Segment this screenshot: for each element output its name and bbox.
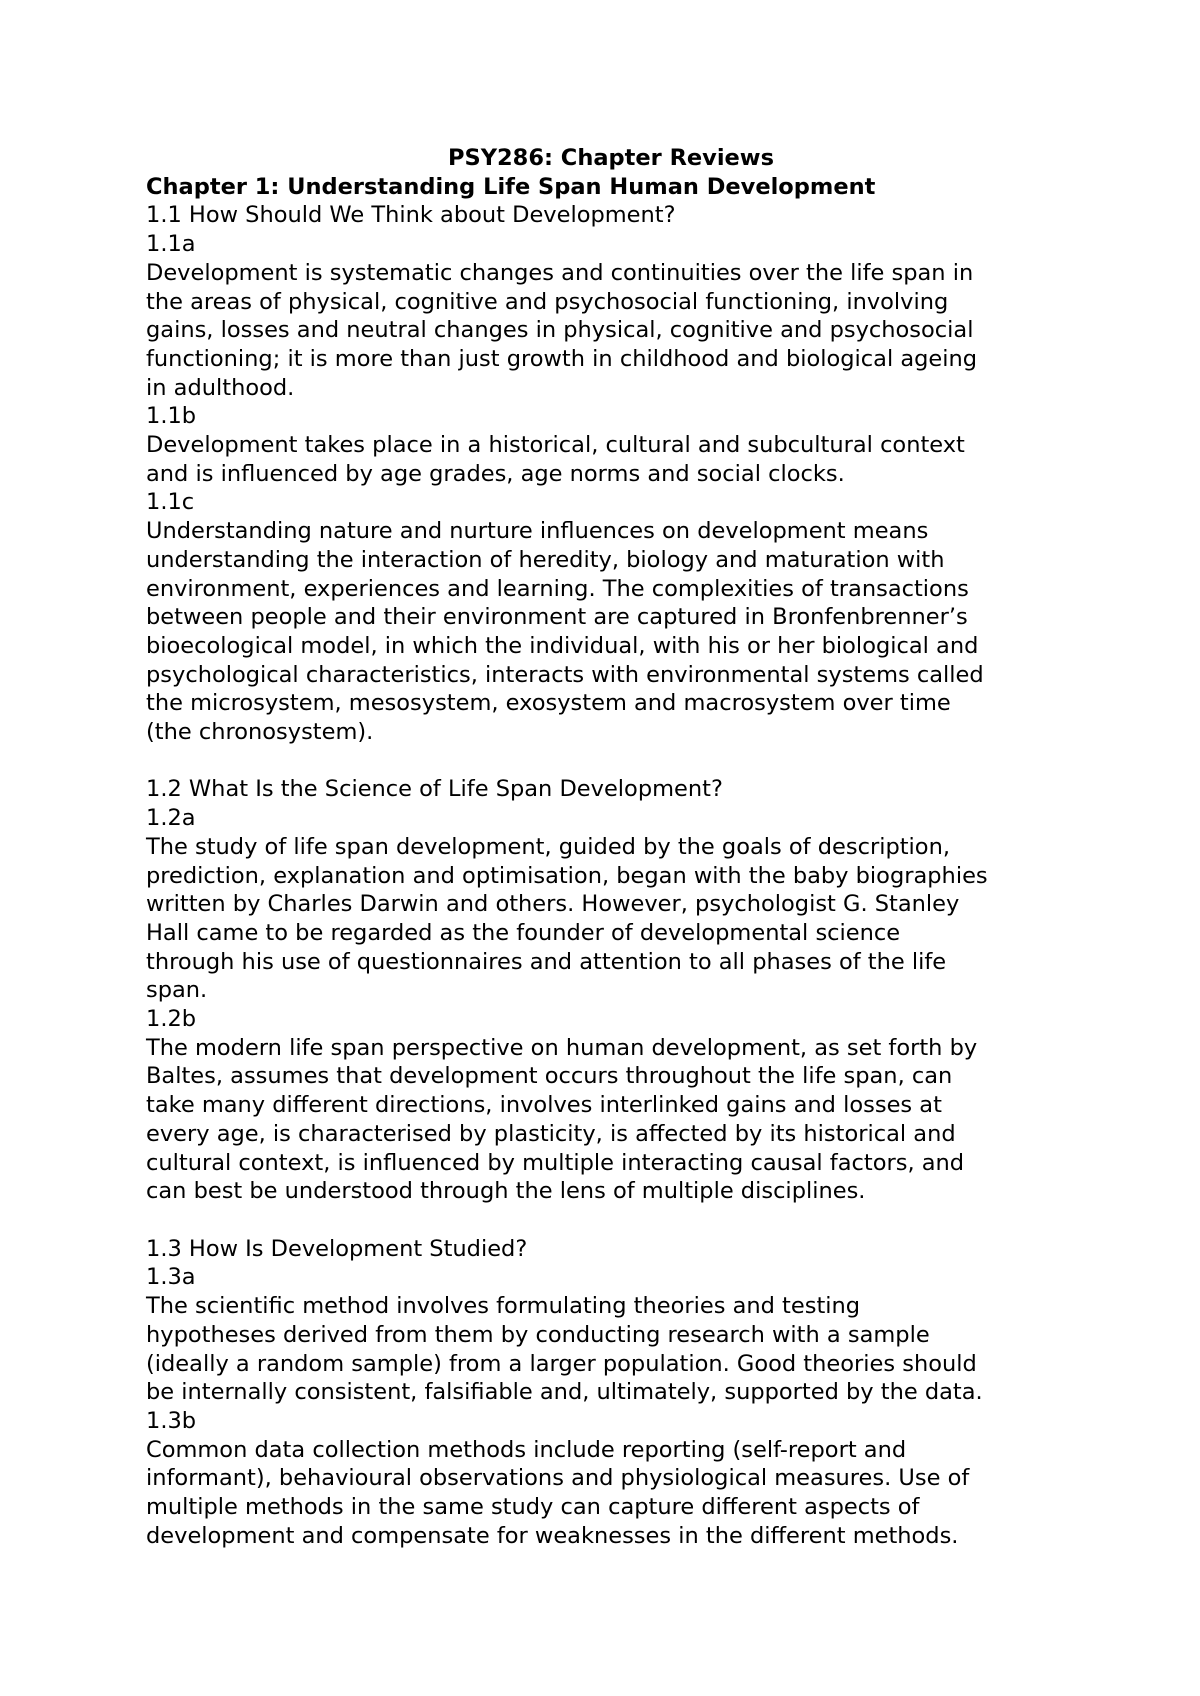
item-paragraph	[146, 517, 1076, 747]
paragraph-line: Development is systematic changes and continuities over the life span in	[146, 259, 974, 286]
item-paragraph	[146, 833, 1076, 1005]
paragraph-line: environment, experiences and learning. The complexities of transactions	[146, 575, 969, 602]
paragraph-line: The study of life span development, guided by the goals of description,	[146, 833, 950, 860]
paragraph-line: take many different directions, involves interlinked gains and losses at	[146, 1092, 942, 1119]
paragraph-line: span.	[146, 977, 208, 1004]
paragraph-line: multiple methods in the same study can capture different aspects of	[146, 1494, 920, 1521]
paragraph-line: cultural context, is influenced by multiple interacting causal factors, and	[146, 1149, 965, 1176]
paragraph-line: through his use of questionnaires and attention to all phases of the life	[146, 948, 947, 975]
document-title: PSY286: Chapter Reviews	[448, 145, 774, 171]
paragraph-line: bioecological model, in which the individual, with his or her biological and	[146, 632, 979, 659]
paragraph-line: Development takes place in a historical, cultural and subcultural context	[146, 432, 965, 459]
section-heading: 1.1 How Should We Think about Development?	[146, 202, 676, 229]
item-paragraph	[146, 259, 1076, 403]
paragraph-line: in adulthood.	[146, 374, 295, 401]
paragraph-line: every age, is characterised by plasticity, is affected by its historical and	[146, 1120, 956, 1147]
paragraph-line: and is influenced by age grades, age norms and social clocks.	[146, 460, 845, 487]
paragraph-line: psychological characteristics, interacts with environmental systems called	[146, 661, 984, 688]
paragraph-line: functioning; it is more than just growth in childhood and biological ageing	[146, 345, 978, 372]
section	[146, 1235, 1076, 1551]
item-label: 1.2b	[146, 1006, 197, 1033]
section-heading: 1.2 What Is the Science of Life Span Development?	[146, 776, 723, 803]
section	[146, 775, 1076, 1206]
document-page	[146, 144, 1076, 1550]
paragraph-line: gains, losses and neutral changes in physical, cognitive and psychosocial	[146, 317, 974, 344]
paragraph-line: The scientific method involves formulating theories and testing	[146, 1293, 861, 1320]
item-label: 1.1a	[146, 231, 196, 258]
chapter-title: Chapter 1: Understanding Life Span Human Development	[146, 173, 876, 200]
item-label: 1.1b	[146, 403, 197, 430]
item-label: 1.2a	[146, 805, 196, 832]
paragraph-line: the areas of physical, cognitive and psychosocial functioning, involving	[146, 288, 949, 315]
section-heading: 1.3 How Is Development Studied?	[146, 1235, 528, 1262]
item-paragraph	[146, 1292, 1076, 1407]
paragraph-line: (ideally a random sample) from a larger population. Good theories should	[146, 1350, 977, 1377]
paragraph-line: Common data collection methods include reporting (self-report and	[146, 1436, 907, 1463]
paragraph-line: Hall came to be regarded as the founder of developmental science	[146, 919, 901, 946]
paragraph-line: informant), behavioural observations and physiological measures. Use of	[146, 1465, 970, 1492]
item-paragraph	[146, 1034, 1076, 1206]
paragraph-line: understanding the interaction of heredity, biology and maturation with	[146, 546, 945, 573]
paragraph-line: be internally consistent, falsifiable and, ultimately, supported by the data.	[146, 1379, 983, 1406]
paragraph-line: Understanding nature and nurture influences on development means	[146, 518, 929, 545]
item-label: 1.3a	[146, 1264, 196, 1291]
paragraph-line: Baltes, assumes that development occurs throughout the life span, can	[146, 1063, 953, 1090]
item-label: 1.1c	[146, 489, 195, 516]
paragraph-line: development and compensate for weaknesses in the different methods.	[146, 1522, 959, 1549]
item-paragraph	[146, 431, 1076, 488]
paragraph-line: the microsystem, mesosystem, exosystem and macrosystem over time	[146, 690, 951, 717]
item-label: 1.3b	[146, 1407, 197, 1434]
paragraph-line: between people and their environment are captured in Bronfenbrenner’s	[146, 604, 968, 631]
paragraph-line: can best be understood through the lens of multiple disciplines.	[146, 1178, 866, 1205]
paragraph-line: prediction, explanation and optimisation, began with the baby biographies	[146, 862, 988, 889]
paragraph-line: (the chronosystem).	[146, 719, 374, 746]
section	[146, 201, 1076, 746]
paragraph-line: The modern life span perspective on human development, as set forth by	[146, 1034, 978, 1061]
paragraph-line: hypotheses derived from them by conducting research with a sample	[146, 1321, 930, 1348]
paragraph-line: written by Charles Darwin and others. However, psychologist G. Stanley	[146, 891, 960, 918]
document-body	[146, 201, 1076, 1550]
item-paragraph	[146, 1436, 1076, 1551]
